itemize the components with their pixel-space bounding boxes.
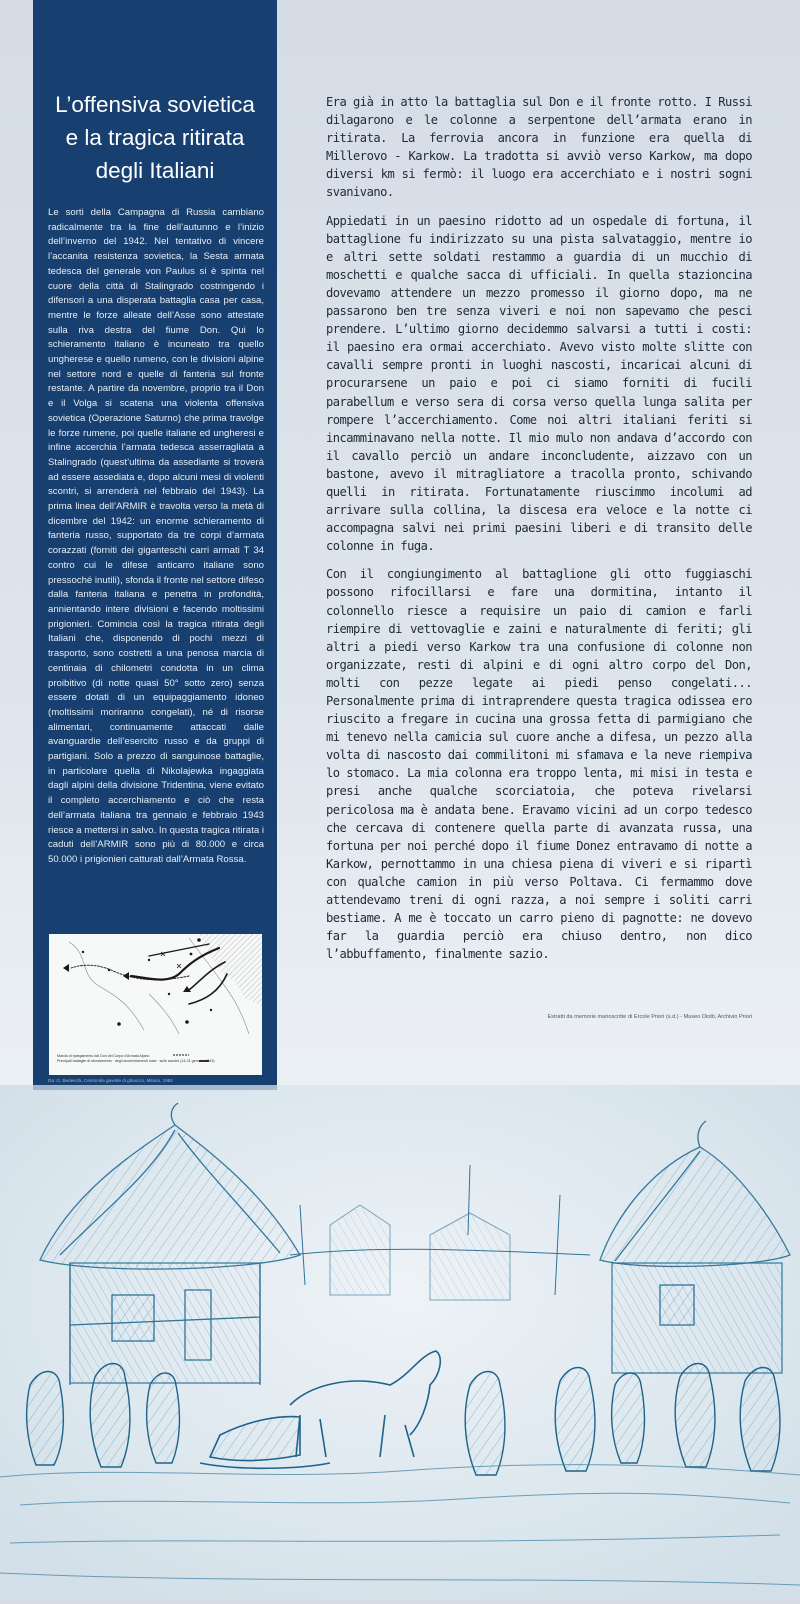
map-legend [57,1054,256,1065]
village-sketch-drawing [0,1085,800,1600]
source-note: Estratti da memorie manoscritte di Ercole Priori (s.d.) - Museo Diotti, Archivio Priori [547,1014,752,1020]
memoir-paragraph: Con il congiungimento al battaglione gli otto fuggiaschi possono rifocillarsi e fare una dormitina, intanto il colonnello riesce a requisire un paio di camion e farli riempire di vettovaglie e zaini e naturalmente di feriti; gli altri a piedi verso Karkow tra una confusione di colonne non organizzate, resti di alpini e di ogni altro corpo del Don, molti con pezze legate ai piedi penso congelati... Personalmente prima di intraprendere questa tragica odissea ero riuscito a fregare in cucina una grossa fetta di parmigiano che mi tenevo nella camicia sul cuore anche a difesa, un pezzo alla volta di nascosto dai commilitoni mi sfamava e la neve riempiva lo stomaco. La mia colonna era troppo lenta, mi misi in testa e presi anche qualche scorciatoia, che poteva rivelarsi pericolosa ma è andata bene. Eravamo vicini ad un corpo tedesco che cercava di contenere quella parte di avanzata russa, una fortuna per noi perché dopo il fiume Donez entravamo di notte a Karkow, pernottammo in una chiesa piena di viveri e si ripartì con qualche camion in più verso Poltava. Ci fermammo dove attendevamo treni di ogni razza, a noi sempre i soliti carri bestiame. A me è toccato un carro pieno di pagnotte: ne dovevo far la guardia perciò era chiuso dentro, non dico l’abbuffamento, finalmente sazio. [326,567,752,962]
retreat-arrows [71,944,227,1004]
title-line: e la tragica ritirata [65,125,245,150]
map-legend-line: Principali battaglie di sfondamento · degli accerchiamenti russi · sulle sacche (14-31 gennaio 1943) [57,1059,215,1064]
intro-text: Le sorti della Campagna di Russia cambiano radicalmente tra la fine dell’autunno e l’inizio dell’inverno del 1942. Nel tentativo di vincere l’accanita resistenza sovietica, la Sesta armata tedesca del generale von Paulus si è spinta nel cuore della città di Stalingrado costringendo i difensori a una disperata battaglia casa per casa, mentre le forze alleate dell’Asse sono attestate sulla riva destra del fiume Don. Qui lo schieramento italiano è incuneato tra quello ungherese e quello rumeno, con le divisioni alpine nel settore nord e quelle di fanteria sul fronte restante. A partire da novembre, proprio tra il Don e il Volga si scatena una violenta offensiva sovietica (Operazione Saturno) che prima travolge le forze rumene, poi quelle italiane ed ungheresi e infine accerchia l’armata tedesca asserragliata a Stalingrado (quest’ultima da assediante si troverà ad essere assediata e, dopo alcuni mesi di violenti scontri, si arrenderà nel febbraio del 1943). La prima linea dell’ARMIR è travolta verso la metà di dicembre del 1942: un enorme schieramento di fanteria russo, supportato da tre corpi d’armata corazzati (forniti dei giganteschi carri armati T 34 contro cui le difese anticarro italiane sono pressoché inutili), sfonda il fronte nel settore difeso dalla fanteria italiana e penetra in profondità, annientando intere divisioni e facendo moltissimi prigionieri. Comincia così la tragica ritirata degli Italiani che, disponendo di pochi mezzi di trasporto, sono costretti a una penosa marcia di centinaia di chilometri condotta in un clima proibitivo (di notte quasi 50° sotto zero) senza essere dotati di un equipaggiamento idoneo (moltissimi moriranno congelati), né di risorse alimentari, continuamente attaccati dalle avanguardie dell’esercito russo e da gruppi di partigiani. Solo a prezzo di sanguinose battaglie, in particolare quella di Nikolajewka ingaggiata dagli alpini della divisione Tridentina, viene evitato il completo accerchiamento e ciò che resta dell’armata italiana tra gennaio e febbraio 1943 riesce a mettersi in salvo. In questa tragica ritirata i caduti dell’ARMIR sono più di 80.000 e circa 50.000 i prigionieri catturati dall’Armata Rossa. [48,207,264,865]
map-legend-line: Marcia di ripiegamento dal Don del Corpo d'Armata Alpino [57,1053,150,1058]
village-sketch [0,1085,800,1600]
memoir-text [326,93,752,973]
memoir-paragraph: Era già in atto la battaglia sul Don e il fronte rotto. I Russi dilagarono e le colonne a serpentone dell’armata erano in ritirata. La ferrovia ancora in funzione era quella di Millerovo - Karkow. La tradotta si avviò verso Karkow, ma dopo diversi km si fermò: il luogo era accerchiato e i nostri sogni svanivano. [326,95,752,200]
retreat-map [49,934,262,1075]
title-line: L’offensiva sovietica [55,92,255,117]
map-towns [65,938,212,1026]
map-caption: Da: G. Bedeschi, Centomila gavette di ghiaccio, Milano, 1963 [48,1078,173,1083]
title-line: degli Italiani [95,158,215,183]
panel-title [41,88,269,187]
memoir-paragraph: Appiedati in un paesino ridotto ad un ospedale di fortuna, il battaglione fu indirizzato su una pista salvataggio, mentre io e altri sette soldati restammo a guardia di un mucchio di moschetti e qualche sacca di ufficiali. In quella stazioncina dovevamo attendere un mezzo promesso il giorno dopo, ma ne passarono ben tre senza viveri e noi non sapevamo che pesci prendere. L’ultimo giorno decidemmo salvarsi a tutti i costi: il paesino era ormai accerchiato. Avevo visto molte slitte con cavalli sempre pronti in luoghi nascosti, incaricai alcuni di procurarsene un paio e poi ci siamo forniti di fucili parabellum e verso sera di corsa verso quella lunga salita per rompere l’accerchiamento. Come noi altri italiani feriti si incamminavano nella notte. Il mio mulo non andava d’accordo con il cavallo perciò un andare inconcludente, aizzavo con un bastone, avevo il mitragliatore a tracolla pronto, schivando quelli in ritirata. Fortunatamente riuscimmo incolumi ad arrivare sulla collina, la discesa era veloce e la notte ci accompagna salvi nei primi paesini liberi e di transito delle colonne in fuga. [326,213,752,554]
map-crosses [161,952,181,968]
intro-panel [33,0,277,1090]
